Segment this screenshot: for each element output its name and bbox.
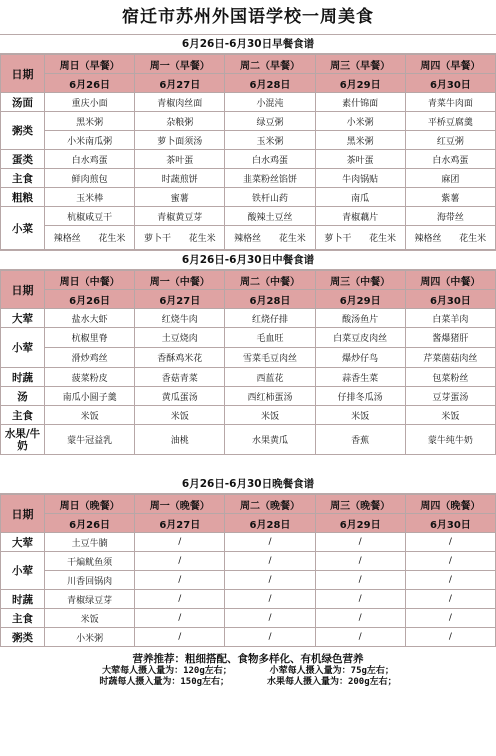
menu-cell: /: [225, 628, 315, 647]
side-dish: 花生米: [278, 234, 306, 244]
menu-cell: 青椒藕片: [315, 207, 405, 226]
menu-cell: 西红柿蛋汤: [225, 387, 315, 406]
menu-cell: 鲜肉煎包: [45, 169, 135, 188]
menu-cell: 青椒绿豆芽: [45, 590, 135, 609]
menu-cell: 酱爆猪肝: [405, 328, 495, 348]
menu-cell: 青菜牛肉面: [405, 93, 495, 112]
date-cell: 6月26日: [45, 74, 135, 93]
menu-cell: 黄瓜蛋汤: [135, 387, 225, 406]
day-header: 周三（早餐）: [315, 55, 405, 74]
menu-cell: 黑米粥: [45, 112, 135, 131]
menu-cell: 红烧仔排: [225, 309, 315, 328]
date-cell: 6月30日: [405, 290, 495, 309]
menu-cell: 蒙牛纯牛奶: [405, 425, 495, 455]
side-dish: 辣格丝: [414, 234, 442, 244]
menu-cell: /: [405, 571, 495, 590]
table-row: [1, 552, 496, 571]
menu-cell: 韭菜粉丝馅饼: [225, 169, 315, 188]
menu-cell: /: [405, 552, 495, 571]
menu-cell: /: [315, 609, 405, 628]
date-label: 日期: [1, 271, 45, 309]
menu-cell: 玉米粥: [225, 131, 315, 150]
day-header: 周二（晚餐）: [225, 495, 315, 514]
menu-cell: /: [135, 571, 225, 590]
side-dish: 萝卜干: [324, 234, 352, 244]
date-cell: 6月27日: [135, 290, 225, 309]
menu-cell: /: [315, 628, 405, 647]
menu-cell: 萝卜面须汤: [135, 131, 225, 150]
menu-cell: 白水鸡蛋: [405, 150, 495, 169]
day-header: 周一（晚餐）: [135, 495, 225, 514]
menu-cell: 小米粥: [45, 628, 135, 647]
menu-cell: /: [405, 609, 495, 628]
menu-cell: /: [405, 628, 495, 647]
day-header: 周三（中餐）: [315, 271, 405, 290]
table-row: [1, 328, 496, 348]
lunch-header-row: [1, 271, 496, 290]
menu-cell: /: [135, 590, 225, 609]
spacer: [0, 455, 496, 475]
row-label: 时蔬: [1, 368, 45, 387]
day-header: 周一（中餐）: [135, 271, 225, 290]
date-cell: 6月30日: [405, 514, 495, 533]
nutrition-headline: 营养推荐：粗细搭配、食物多样化、有机绿色营养: [132, 653, 364, 665]
menu-cell: 水果黄瓜: [225, 425, 315, 455]
menu-cell: 土豆烧肉: [135, 328, 225, 348]
menu-cell: 黑米粥: [315, 131, 405, 150]
menu-cell: /: [225, 552, 315, 571]
day-header: 周四（早餐）: [405, 55, 495, 74]
menu-cell: /: [225, 571, 315, 590]
menu-cell: /: [315, 571, 405, 590]
menu-cell: /: [135, 609, 225, 628]
day-header: 周日（晚餐）: [45, 495, 135, 514]
menu-cell: 包菜粉丝: [405, 368, 495, 387]
menu-cell: 白水鸡蛋: [225, 150, 315, 169]
menu-cell: 油桃: [135, 425, 225, 455]
menu-cell: 玉米棒: [45, 188, 135, 207]
menu-cell: [315, 226, 405, 250]
row-label: 汤面: [1, 93, 45, 112]
page-title: 宿迁市苏州外国语学校一周美食: [122, 7, 374, 27]
day-header: 周二（早餐）: [225, 55, 315, 74]
table-row: [1, 150, 496, 169]
date-cell: 6月29日: [315, 514, 405, 533]
menu-cell: 麻团: [405, 169, 495, 188]
menu-cell: 豆芽蛋汤: [405, 387, 495, 406]
menu-cell: 米饭: [135, 406, 225, 425]
nutrition-footer: [0, 651, 496, 688]
menu-cell: 茶叶蛋: [135, 150, 225, 169]
menu-cell: 杭椒里脊: [45, 328, 135, 348]
side-dish: 辣格丝: [234, 234, 262, 244]
row-label: 小荤: [1, 552, 45, 590]
menu-cell: 绿豆粥: [225, 112, 315, 131]
day-header: 周四（晚餐）: [405, 495, 495, 514]
menu-cell: 蜜薯: [135, 188, 225, 207]
menu-cell: 海带丝: [405, 207, 495, 226]
table-row: [1, 112, 496, 131]
menu-cell: 茶叶蛋: [315, 150, 405, 169]
table-row: [1, 590, 496, 609]
menu-cell: 川香回锅肉: [45, 571, 135, 590]
table-row: [1, 406, 496, 425]
date-cell: 6月29日: [315, 290, 405, 309]
menu-cell: 时蔬煎饼: [135, 169, 225, 188]
table-row: [1, 368, 496, 387]
table-row: [1, 188, 496, 207]
row-label: 主食: [1, 406, 45, 425]
row-label: 水果/牛奶: [1, 425, 45, 455]
date-cell: 6月28日: [225, 290, 315, 309]
menu-cell: 盐水大虾: [45, 309, 135, 328]
menu-cell: [225, 226, 315, 250]
menu-cell: [405, 226, 495, 250]
menu-cell: 红豆粥: [405, 131, 495, 150]
menu-cell: 米饭: [405, 406, 495, 425]
menu-cell: 青椒黄豆芽: [135, 207, 225, 226]
menu-cell: /: [135, 533, 225, 552]
row-label: 大荤: [1, 533, 45, 552]
breakfast-header-row: [1, 55, 496, 74]
table-row: [1, 207, 496, 226]
menu-cell: 香酥鸡米花: [135, 348, 225, 368]
table-row: [1, 387, 496, 406]
breakfast-table: [0, 54, 496, 250]
table-row: [1, 348, 496, 368]
date-cell: 6月26日: [45, 514, 135, 533]
dinner-table: [0, 494, 496, 647]
dinner-header-row: [1, 495, 496, 514]
day-header: 周四（中餐）: [405, 271, 495, 290]
row-label: 粗粮: [1, 188, 45, 207]
menu-cell: [135, 226, 225, 250]
row-label: 大荤: [1, 309, 45, 328]
menu-cell: /: [225, 609, 315, 628]
table-row: [1, 609, 496, 628]
menu-cell: 仔排冬瓜汤: [315, 387, 405, 406]
table-row: [1, 628, 496, 647]
menu-cell: /: [315, 533, 405, 552]
lunch-dates-row: [1, 290, 496, 309]
menu-cell: /: [225, 590, 315, 609]
menu-cell: 米饭: [225, 406, 315, 425]
row-label: 主食: [1, 609, 45, 628]
menu-cell: /: [135, 552, 225, 571]
date-cell: 6月28日: [225, 514, 315, 533]
menu-cell: /: [315, 552, 405, 571]
side-dish: 花生米: [188, 234, 216, 244]
date-cell: 6月29日: [315, 74, 405, 93]
table-row: [1, 131, 496, 150]
row-label: 主食: [1, 169, 45, 188]
menu-cell: 米饭: [315, 406, 405, 425]
nutrition-note: 大荤每人摄入量为：120g左右； 小荤每人摄入量为：75g左右；: [102, 666, 394, 676]
table-row: [1, 93, 496, 112]
day-header: 周日（中餐）: [45, 271, 135, 290]
date-cell: 6月27日: [135, 74, 225, 93]
row-label: 粥类: [1, 628, 45, 647]
menu-cell: 蒜香生菜: [315, 368, 405, 387]
menu-cell: /: [225, 533, 315, 552]
menu-cell: 红烧牛肉: [135, 309, 225, 328]
menu-cell: 小混沌: [225, 93, 315, 112]
day-header: 周一（早餐）: [135, 55, 225, 74]
menu-cell: /: [405, 533, 495, 552]
date-label: 日期: [1, 495, 45, 533]
day-header: 周三（晚餐）: [315, 495, 405, 514]
menu-cell: 爆炒仔鸟: [315, 348, 405, 368]
menu-cell: 铁杆山药: [225, 188, 315, 207]
menu-cell: 素什锦面: [315, 93, 405, 112]
menu-cell: 米饭: [45, 609, 135, 628]
row-label: 时蔬: [1, 590, 45, 609]
menu-cell: [45, 226, 135, 250]
date-cell: 6月28日: [225, 74, 315, 93]
row-label: 小荤: [1, 328, 45, 368]
menu-cell: 毛血旺: [225, 328, 315, 348]
menu-cell: 南瓜小圆子羹: [45, 387, 135, 406]
menu-cell: 小米南瓜粥: [45, 131, 135, 150]
side-dish: 萝卜干: [143, 234, 171, 244]
date-cell: 6月26日: [45, 290, 135, 309]
breakfast-section-title: 6月26日-6月30日早餐食谱: [0, 34, 496, 54]
row-label: 汤: [1, 387, 45, 406]
menu-cell: /: [135, 628, 225, 647]
side-dish: 花生米: [98, 234, 126, 244]
menu-cell: 紫薯: [405, 188, 495, 207]
menu-cell: 杭椒咸豆干: [45, 207, 135, 226]
menu-cell: 蒙牛冠益乳: [45, 425, 135, 455]
menu-cell: 菠菜粉皮: [45, 368, 135, 387]
menu-cell: 西蓝花: [225, 368, 315, 387]
row-label: 粥类: [1, 112, 45, 150]
side-dish: 花生米: [368, 234, 396, 244]
menu-cell: 重庆小面: [45, 93, 135, 112]
table-row: [1, 425, 496, 455]
side-dish: 花生米: [459, 234, 487, 244]
menu-cell: 平桥豆腐羹: [405, 112, 495, 131]
lunch-table: [0, 270, 496, 455]
breakfast-dates-row: [1, 74, 496, 93]
lunch-section-title: 6月26日-6月30日中餐食谱: [0, 250, 496, 270]
day-header: 周日（早餐）: [45, 55, 135, 74]
menu-cell: 酸汤鱼片: [315, 309, 405, 328]
row-label: 蛋类: [1, 150, 45, 169]
date-label: 日期: [1, 55, 45, 93]
table-row: [1, 226, 496, 250]
dinner-dates-row: [1, 514, 496, 533]
side-dish: 辣格丝: [53, 234, 81, 244]
day-header: 周二（中餐）: [225, 271, 315, 290]
menu-cell: 南瓜: [315, 188, 405, 207]
menu-cell: 香菇青菜: [135, 368, 225, 387]
menu-cell: 雪菜毛豆肉丝: [225, 348, 315, 368]
menu-cell: 米饭: [45, 406, 135, 425]
menu-cell: 香蕉: [315, 425, 405, 455]
date-cell: 6月27日: [135, 514, 225, 533]
table-row: [1, 533, 496, 552]
menu-cell: 小米粥: [315, 112, 405, 131]
table-row: [1, 309, 496, 328]
dinner-section-title: 6月26日-6月30日晚餐食谱: [0, 475, 496, 494]
menu-cell: 牛肉锅贴: [315, 169, 405, 188]
menu-cell: /: [405, 590, 495, 609]
menu-cell: 白菜羊肉: [405, 309, 495, 328]
table-row: [1, 571, 496, 590]
menu-cell: 青椒肉丝面: [135, 93, 225, 112]
menu-cell: 滑炒鸡丝: [45, 348, 135, 368]
row-label: 小菜: [1, 207, 45, 250]
menu-cell: 酸辣土豆丝: [225, 207, 315, 226]
table-row: [1, 169, 496, 188]
menu-cell: 白水鸡蛋: [45, 150, 135, 169]
date-cell: 6月30日: [405, 74, 495, 93]
menu-cell: 白菜豆皮肉丝: [315, 328, 405, 348]
menu-cell: 干煸鱿鱼须: [45, 552, 135, 571]
menu-cell: 芹菜菌菇肉丝: [405, 348, 495, 368]
menu-cell: /: [315, 590, 405, 609]
menu-cell: 杂粮粥: [135, 112, 225, 131]
menu-cell: 土豆牛腩: [45, 533, 135, 552]
nutrition-note: 时蔬每人摄入量为：150g左右； 水果每人摄入量为：200g左右；: [99, 677, 397, 687]
